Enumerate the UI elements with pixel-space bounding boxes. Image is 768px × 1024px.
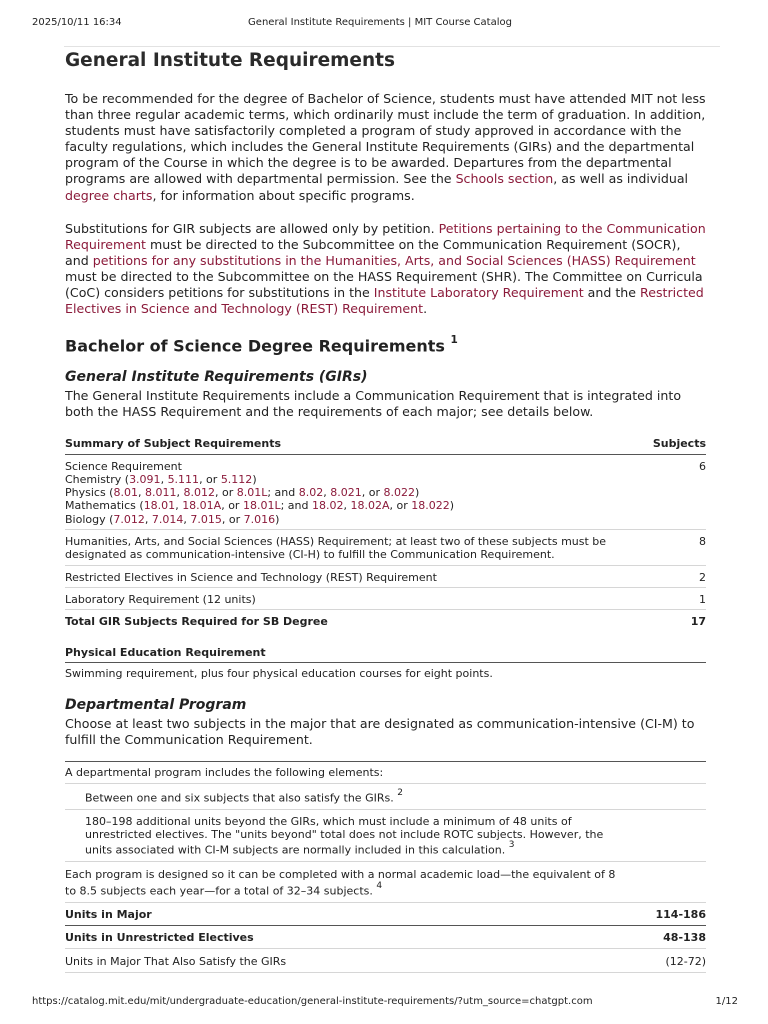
substitutions-text: and the <box>583 285 641 301</box>
substitutions-text: must be directed to the Subcommittee on the Communication Requirement (SOCR), and <box>65 236 681 268</box>
units-in-major-row <box>65 903 706 926</box>
science-details <box>65 460 454 526</box>
biology-prefix: Biology ( <box>65 512 114 526</box>
chemistry-line: Chemistry (3.091, 5.111, or 5.112) <box>65 472 257 486</box>
total-label: Total GIR Subjects Required for SB Degree <box>65 615 328 629</box>
subject-link[interactable]: 3.091 <box>129 472 161 486</box>
intro-paragraph <box>65 91 706 204</box>
subject-link[interactable]: 7.016 <box>243 512 276 526</box>
units-gir-label: Units in Major That Also Satisfy the GIRs <box>65 955 287 969</box>
footnote-ref[interactable]: 2 <box>397 787 403 798</box>
subject-link[interactable]: 5.111 <box>167 472 200 486</box>
dept-element-row <box>65 784 706 810</box>
hass-label: Humanities, Arts, and Social Sciences (HASS) Requirement; at least two of these subjects must be designated as communication-intensive (CI-H) to fulfill the Communication Requirement. <box>65 535 607 562</box>
subject-link[interactable]: 8.022 <box>383 486 415 500</box>
units-unrestricted-label: Units in Unrestricted Electives <box>65 930 254 944</box>
subject-summary-table <box>65 437 706 632</box>
dept-element-2: 180–198 additional units beyond the GIRs, which must include a minimum of 48 units of unrestricted electives. The "units beyond" total does not include ROTC subjects. However, the units associated with CI-M subjects are normally included in this calculation. <box>85 814 604 858</box>
subject-link[interactable]: 7.015 <box>190 512 222 526</box>
pe-requirement-table <box>65 646 706 684</box>
sb-requirements-heading <box>65 332 706 356</box>
intro-text: , for information about specific programs. <box>152 187 415 203</box>
summary-header-label: Summary of Subject Requirements <box>65 436 282 450</box>
intro-text: To be recommended for the degree of Bachelor of Science, students must have attended MIT not less than three regular academic terms, which ordinarily must include the term of graduation. In addition, students must have satisfactorily completed a program of study approved in accordance with the faculty regulations, which includes the General Institute Requirements (GIRs) and the departmental program of the Course in which the degree is to be awarded. Departures from the departmental programs are allowed with departmental permission. See the <box>65 91 706 187</box>
hass-petitions-link[interactable]: petitions for any substitutions in the Humanities, Arts, and Social Sciences (HASS) Requirement <box>92 252 696 268</box>
chemistry-prefix: Chemistry ( <box>65 472 130 486</box>
units-major-label: Units in Major <box>65 907 152 921</box>
gir-description: The General Institute Requirements include a Communication Requirement that is integrated into both the HASS Requirement and the requirements of each major; see details below. <box>65 387 682 419</box>
footnote-ref[interactable]: 3 <box>508 840 515 851</box>
main-content <box>65 50 706 973</box>
dept-element-text <box>85 789 403 805</box>
print-footer <box>32 996 738 1010</box>
dept-load-text <box>65 868 625 897</box>
print-timestamp: 2025/10/11 16:34 <box>32 17 122 28</box>
units-major-value: 114-186 <box>655 907 706 921</box>
footnote-ref[interactable]: 1 <box>450 334 458 347</box>
subject-link[interactable]: 18.02 <box>311 499 344 513</box>
pe-text: Swimming requirement, plus four physical education courses for eight points. <box>65 666 493 680</box>
science-requirement-row <box>65 455 706 530</box>
print-doc-title: General Institute Requirements | MIT Course Catalog <box>248 17 512 28</box>
summary-header-row <box>65 437 706 455</box>
subject-link[interactable]: 8.02 <box>298 486 324 500</box>
rest-requirement-link[interactable]: Restricted Electives in Science and Technology (REST) Requirement <box>65 285 704 317</box>
units-gir-value: (12-72) <box>665 955 706 969</box>
physics-prefix: Physics ( <box>65 486 114 500</box>
rest-requirement-row <box>65 566 706 588</box>
print-url[interactable]: https://catalog.mit.edu/mit/undergraduate-education/general-institute-requirements/?utm_source=chatgpt.com <box>32 996 593 1007</box>
page-indicator: 1/12 <box>715 996 738 1007</box>
lab-subjects-count: 1 <box>699 592 706 606</box>
subject-link[interactable]: 18.01A <box>182 499 222 513</box>
subject-link[interactable]: 18.01 <box>143 499 176 513</box>
departmental-program-heading: Departmental Program <box>65 696 247 713</box>
gir-heading: General Institute Requirements (GIRs) <box>65 368 368 385</box>
subject-link[interactable]: 8.012 <box>183 486 215 500</box>
units-unrestricted-value: 48-138 <box>663 930 706 944</box>
subject-link[interactable]: 7.012 <box>113 512 145 526</box>
subject-link[interactable]: 8.01 <box>113 486 138 500</box>
substitutions-text: Substitutions for GIR subjects are allowed only by petition. <box>65 220 439 236</box>
substitutions-text: must be directed to the Subcommittee on the HASS Requirement (SHR). The Committee on Curricula (CoC) considers petitions for substitutions in the <box>65 268 703 301</box>
lab-label: Laboratory Requirement (12 units) <box>65 592 256 606</box>
mathematics-line: Mathematics (18.01, 18.01A, or 18.01L; and 18.02, 18.02A, or 18.022) <box>65 499 455 513</box>
subject-link[interactable]: 8.011 <box>144 486 177 500</box>
intro-text: , as well as individual <box>553 171 689 187</box>
rest-subjects-count: 2 <box>699 570 706 584</box>
pe-header: Physical Education Requirement <box>65 646 706 663</box>
subject-link[interactable]: 8.01L <box>236 486 268 500</box>
schools-section-link[interactable]: Schools section <box>455 171 554 187</box>
dept-element-text <box>85 815 620 858</box>
departmental-program-description: Choose at least two subjects in the major that are designated as communication-intensive (CI-M) to fulfill the Communication Requirement. <box>65 715 695 747</box>
mathematics-prefix: Mathematics ( <box>65 499 144 513</box>
sb-heading-text: Bachelor of Science Degree Requirements <box>65 336 445 356</box>
total-subjects-count: 17 <box>690 615 706 629</box>
biology-line: Biology (7.012, 7.014, 7.015, or 7.016) <box>65 512 280 526</box>
dept-load-row <box>65 862 706 902</box>
departmental-program-table <box>65 761 706 974</box>
subject-link[interactable]: 8.021 <box>330 486 362 500</box>
subject-link[interactable]: 18.022 <box>411 499 450 513</box>
units-gir-row <box>65 949 706 973</box>
summary-header-subjects: Subjects <box>652 436 706 450</box>
science-label: Science Requirement <box>65 459 182 473</box>
dept-element-3: Each program is designed so it can be completed with a normal academic load—the equivalent of 8 to 8.5 subjects each year—for a total of 32–34 subjects. <box>65 868 616 898</box>
dept-intro-text: A departmental program includes the following elements: <box>65 765 384 779</box>
substitutions-paragraph <box>65 221 706 318</box>
subject-link[interactable]: 7.014 <box>151 512 184 526</box>
communication-petitions-link[interactable]: Petitions pertaining to the Communication Requirement <box>65 220 706 252</box>
physics-line: Physics (8.01, 8.011, 8.012, or 8.01L; and 8.02, 8.021, or 8.022) <box>65 486 420 500</box>
hass-requirement-row <box>65 530 706 566</box>
page-title: General Institute Requirements <box>65 50 396 71</box>
substitutions-text: . <box>423 301 428 317</box>
footnote-ref[interactable]: 4 <box>376 880 383 891</box>
lab-requirement-row <box>65 588 706 610</box>
subject-link[interactable]: 18.02A <box>350 499 390 513</box>
total-gir-row <box>65 610 706 631</box>
hass-subjects-count: 8 <box>699 535 706 549</box>
rest-label: Restricted Electives in Science and Technology (REST) Requirement <box>65 570 437 584</box>
dept-element-row <box>65 810 706 863</box>
print-header <box>32 17 728 31</box>
dept-element-1: Between one and six subjects that also satisfy the GIRs. <box>85 791 394 805</box>
degree-charts-link[interactable]: degree charts <box>65 187 153 203</box>
lab-requirement-link[interactable]: Institute Laboratory Requirement <box>373 285 584 301</box>
units-unrestricted-row <box>65 926 706 949</box>
science-subjects-count: 6 <box>699 459 706 473</box>
subject-link[interactable]: 5.112 <box>220 472 253 486</box>
subject-link[interactable]: 18.01L <box>242 499 281 513</box>
top-divider <box>64 46 720 47</box>
dept-intro-row <box>65 762 706 784</box>
